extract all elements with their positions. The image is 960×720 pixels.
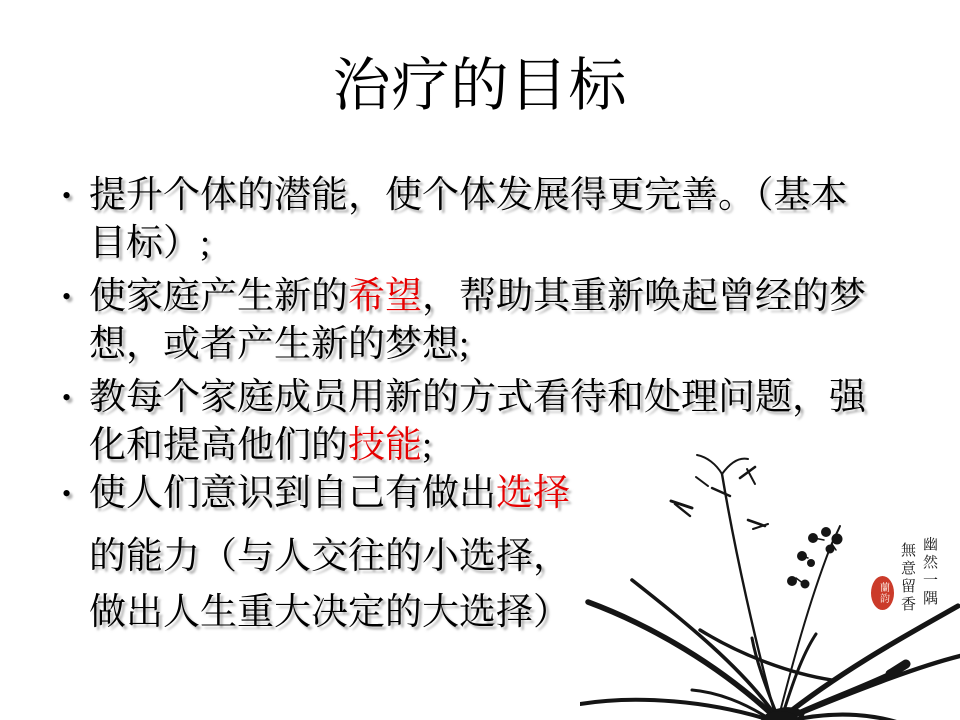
bullet-line <box>62 172 942 220</box>
seal-text: 蘭韵 <box>877 582 889 604</box>
body-text: 化和提高他们的 <box>89 425 348 466</box>
bullet-line <box>62 533 942 581</box>
bullet-item <box>62 374 942 470</box>
bullet-item <box>62 172 942 268</box>
highlighted-keyword: 选择 <box>496 473 570 514</box>
calligraphy-inscription-left: 無意留香 <box>899 542 915 614</box>
bullet-line <box>62 273 942 321</box>
body-text: 想，或者产生新的梦想; <box>89 324 470 365</box>
highlighted-keyword: 技能 <box>348 425 422 466</box>
bullet-line <box>62 470 942 518</box>
calligraphy-inscription-right: 幽然一隅 <box>921 536 937 608</box>
body-text: 提升个体的潜能，使个体发展得更完善。（基本 <box>89 175 848 216</box>
bullet-dot-icon: • <box>62 383 72 412</box>
bullet-dot-icon: • <box>62 479 72 508</box>
bullet-line <box>62 589 942 637</box>
body-text: ; <box>422 425 433 466</box>
bullet-dot-icon: • <box>62 282 72 311</box>
bullet-list <box>62 172 942 637</box>
bullet-item <box>62 273 942 369</box>
slide-title: 治疗的目标 <box>332 53 628 118</box>
body-text: 目标）; <box>89 223 211 264</box>
bullet-line <box>62 422 942 470</box>
bullet-item <box>62 470 942 637</box>
bullet-dot-icon: • <box>62 181 72 210</box>
bullet-line <box>62 374 942 422</box>
body-text: 使人们意识到自己有做出 <box>89 473 496 514</box>
body-text: ，帮助其重新唤起曾经的梦 <box>422 276 866 317</box>
body-text: 做出人生重大决定的大选择） <box>89 592 570 633</box>
bullet-line <box>62 220 942 268</box>
highlighted-keyword: 希望 <box>348 276 422 317</box>
bullet-line <box>62 321 942 369</box>
body-text: 教每个家庭成员用新的方式看待和处理问题，强 <box>89 377 866 418</box>
body-text: 使家庭产生新的 <box>89 276 348 317</box>
body-text: 的能力（与人交往的小选择， <box>89 536 570 577</box>
